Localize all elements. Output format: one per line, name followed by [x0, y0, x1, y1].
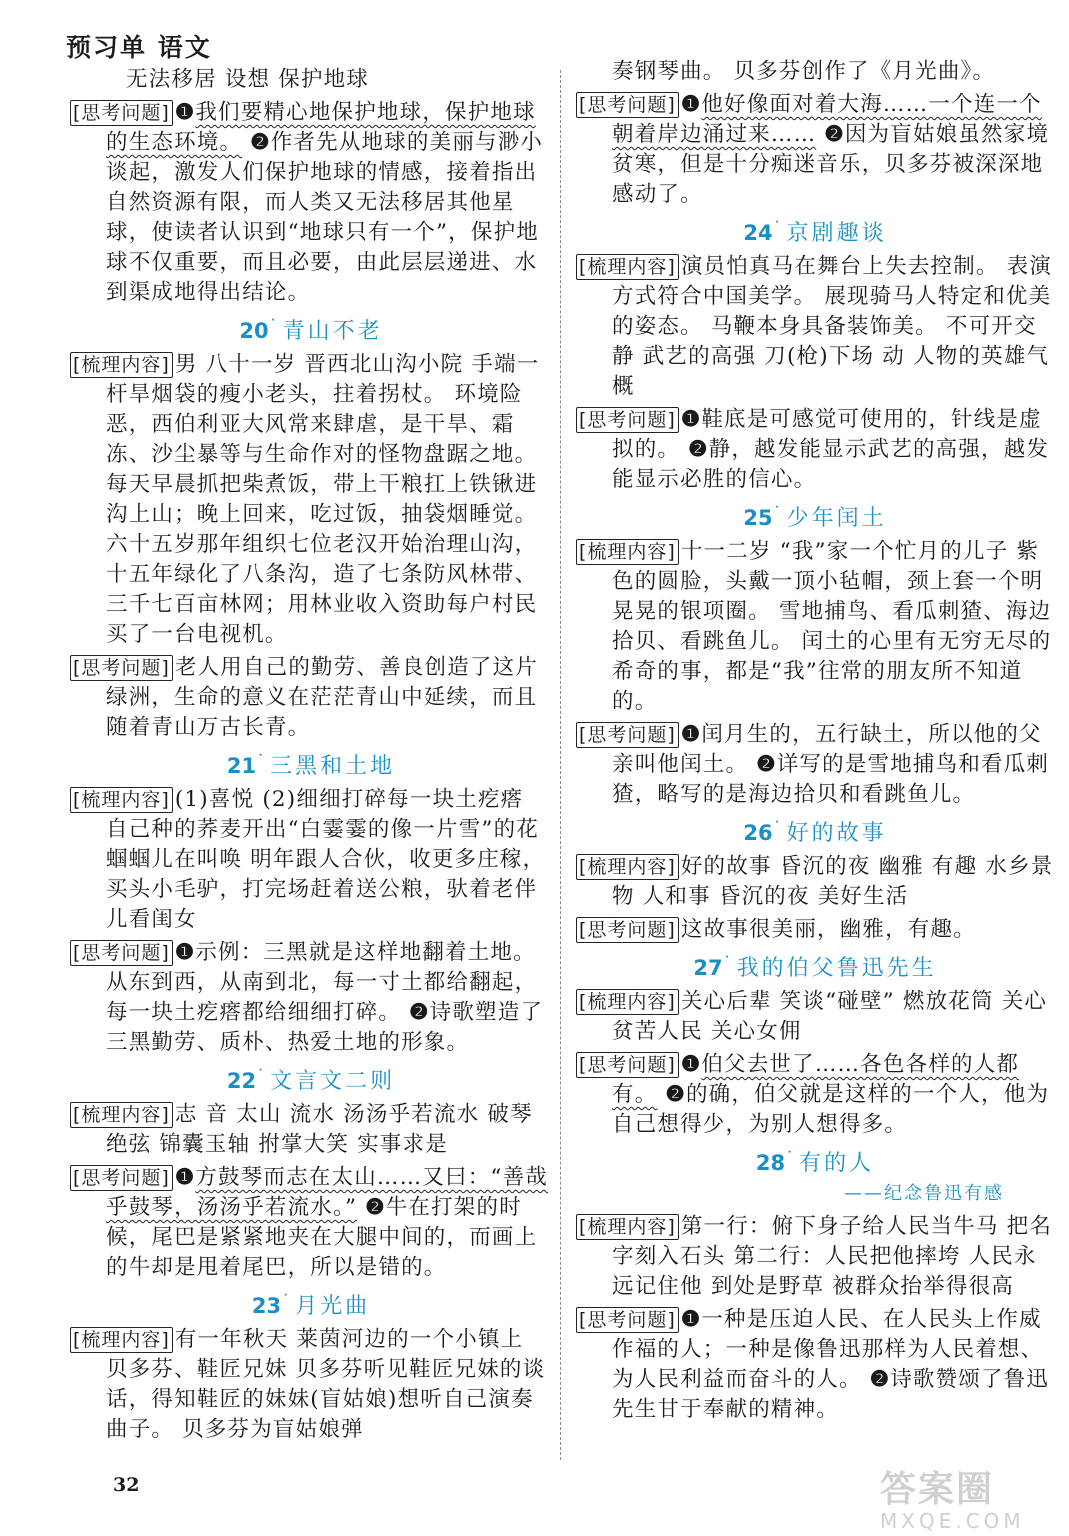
- s25-question: [576, 720, 1054, 810]
- question-label: [思考问题]: [576, 407, 679, 433]
- section-number: 21 ˙: [227, 754, 270, 778]
- circled-one: ❶: [174, 940, 196, 965]
- circled-one: ❶: [680, 1052, 702, 1077]
- s25-outline-text: 十一二岁 “我”家一个忙月的儿子 紫色的圆脸，头戴一顶小毡帽，颈上套一个明晃晃的银项圈。 雪地捕鸟、看瓜刺猹、海边拾贝、看跳鱼儿。 闰土的心里有无穷无尽的希奇的事，都是“我”往常的朋友所不知道的。: [612, 539, 1052, 714]
- section-title-27: [576, 948, 1054, 984]
- s28-q2: 诗歌赞颂了鲁迅先生甘于奉献的精神。: [612, 1367, 1050, 1422]
- s24-outline-text: 演员怕真马在舞台上失去控制。 表演方式符合中国美学。 展现骑马人特定和优美的姿态。 马鞭本身具备装饰美。 不可开交 静 武艺的高强 刀(枪)下场 动 人物的英雄气概: [612, 254, 1053, 399]
- page-number: 32: [113, 1474, 140, 1496]
- circled-one: ❶: [680, 92, 702, 117]
- s22-question: [70, 1163, 552, 1283]
- s28-q1: 一种是压迫人民、在人民头上作威作福的人；一种是像鲁迅那样为人民着想、为人民利益而奋斗的人。: [612, 1307, 1044, 1392]
- s25-outline: [576, 537, 1054, 717]
- outline-label: [梳理内容]: [70, 352, 173, 378]
- circled-two: ❷: [409, 1000, 430, 1025]
- s26-question: [576, 915, 1054, 945]
- s20-question-text: 老人用自己的勤劳、善良创造了这片绿洲，生命的意义在茫茫青山中延续，而且随着青山万古长青。: [106, 655, 539, 740]
- left-column: [70, 62, 552, 1448]
- section-name: 青山不老: [282, 319, 383, 344]
- s19-q1: 我们要精心地保护地球，保护地球的生态环境。: [106, 100, 536, 155]
- s20-outline-text: 男 八十一岁 晋西北山沟小院: [174, 352, 464, 377]
- section-name: 月光曲: [295, 1294, 371, 1319]
- section-name: 京剧趣谈: [786, 221, 887, 246]
- outline-label: [梳理内容]: [576, 539, 679, 565]
- s26-outline-text: 好的故事 昏沉的夜 幽雅 有趣 水乡景物 人和事 昏沉的夜 美好生活: [612, 854, 1054, 909]
- circled-two: ❷: [365, 1195, 386, 1220]
- question-label: [思考问题]: [576, 92, 679, 118]
- question-label: [思考问题]: [70, 655, 173, 681]
- s23-outline-cont: [576, 57, 1054, 87]
- s19-outline-text: 无法移居 设想 保护地球: [126, 67, 370, 92]
- circled-one: ❶: [680, 407, 702, 432]
- s24-q2: 静，越发能显示武艺的高强，越发能显示必胜的信心。: [612, 437, 1050, 492]
- section-number: 22 ˙: [227, 1069, 270, 1093]
- s23-q1: 他好像面对着大海……一个连一个朝着岸边涌过来……: [612, 92, 1042, 147]
- s26-question-text: 这故事很美丽，幽雅，有趣。: [680, 917, 976, 942]
- circled-two: ❷: [824, 122, 845, 147]
- section-title-22: [70, 1061, 552, 1097]
- watermark-line1: 答案圈: [880, 1469, 995, 1510]
- right-column: [576, 54, 1054, 1428]
- section-name: 好的故事: [786, 821, 887, 846]
- outline-label: [梳理内容]: [70, 1102, 173, 1128]
- s24-outline: [576, 252, 1054, 402]
- s21-question: [70, 938, 552, 1058]
- circled-two: ❷: [665, 1082, 686, 1107]
- section-title-23: [70, 1286, 552, 1322]
- outline-label: [梳理内容]: [576, 854, 679, 880]
- section-number: 27 ˙: [693, 956, 736, 980]
- circled-one: ❶: [174, 1165, 196, 1190]
- question-label: [思考问题]: [576, 722, 679, 748]
- s19-question: [70, 98, 552, 308]
- s27-outline-text: 关心后辈 笑谈“碰壁” 燃放花筒 关心贫苦人民 关心女佣: [612, 989, 1048, 1044]
- question-label: [思考问题]: [70, 1165, 173, 1191]
- circled-one: ❶: [680, 1307, 702, 1332]
- circled-one: ❶: [680, 722, 702, 747]
- circled-two: ❷: [869, 1367, 891, 1392]
- s21-outline: [70, 785, 552, 935]
- column-divider: [560, 70, 561, 1460]
- outline-label: [梳理内容]: [576, 254, 679, 280]
- section-number: 28 ˙: [756, 1151, 799, 1175]
- section-title-26: [576, 813, 1054, 849]
- s20-question: [70, 653, 552, 743]
- s27-q1: 伯父去世了……各色各样的人都有。: [612, 1052, 1020, 1107]
- section-name: 有的人: [799, 1151, 875, 1176]
- section-title-28: [576, 1143, 1054, 1179]
- s22-q1: 方鼓琴而志在太山……又曰：“善哉乎鼓琴，汤汤乎若流水。”: [106, 1165, 549, 1220]
- s22-q2: 牛在打架的时候，尾巴是紧紧地夹在大腿中间的，而画上的牛却是甩着尾巴，所以是错的。: [106, 1195, 538, 1280]
- section-name: 文言文二则: [270, 1069, 396, 1094]
- s19-outline-cont: [70, 65, 552, 95]
- question-label: [思考问题]: [576, 1307, 679, 1333]
- section-name: 我的伯父鲁迅先生: [736, 956, 937, 981]
- s28-question: [576, 1305, 1054, 1425]
- watermark-logo: [880, 1469, 1050, 1533]
- section-title-24: [576, 213, 1054, 249]
- section-subtitle-28: ——纪念鲁迅有感: [844, 1183, 1004, 1204]
- circled-two: ❷: [756, 752, 777, 777]
- outline-label: [梳理内容]: [576, 989, 679, 1015]
- section-number: 23 ˙: [252, 1294, 295, 1318]
- s25-q1: 闰月生的，五行缺土，所以他的父亲叫他闰土。: [612, 722, 1042, 777]
- s23-outline-cont-text: 奏钢琴曲。 贝多芬创作了《月光曲》。: [612, 59, 996, 84]
- section-title-21: [70, 746, 552, 782]
- s28-outline: [576, 1212, 1054, 1302]
- outline-label: [梳理内容]: [576, 1214, 679, 1240]
- watermark-line2: MXQE.COM: [880, 1509, 1025, 1533]
- section-title-25: [576, 498, 1054, 534]
- s23-q2: 因为盲姑娘虽然家境贫寒，但是十分痴迷音乐，贝多芬被深深地感动了。: [612, 122, 1050, 207]
- question-label: [思考问题]: [576, 917, 679, 943]
- question-label: [思考问题]: [70, 100, 173, 126]
- section-number: 25 ˙: [743, 506, 786, 530]
- s23-outline: [70, 1325, 552, 1445]
- s21-outline-text: (1)喜悦 (2)细细打碎每一块土疙瘩 自己种的荞麦开出“白霎霎的像一片雪”的花 蝈蝈儿在叫唤 明年跟人合伙，收更多庄稼，买头小毛驴，打完场赶着送公粮，驮着老伴儿看闺女: [106, 787, 546, 932]
- question-label: [思考问题]: [70, 940, 173, 966]
- s24-question: [576, 405, 1054, 495]
- s21-q1: 示例：三黑就是这样地翻着土地。从东到西，从南到北，每一寸土都给翻起，每一块土疙瘩都给细细打碎。: [106, 940, 538, 1025]
- outline-label: [梳理内容]: [70, 1327, 173, 1353]
- s27-outline: [576, 987, 1054, 1047]
- s26-outline: [576, 852, 1054, 912]
- circled-one: ❶: [174, 100, 196, 125]
- circled-two: ❷: [688, 437, 709, 462]
- section-number: 24 ˙: [743, 221, 786, 245]
- s23-question: [576, 90, 1054, 210]
- s20-outline-cont: 手端一杆旱烟袋的瘦小老头，拄着拐杖。 环境险恶，西伯利亚大风常来肆虐，是干旱、霜冻、沙尘暴等与生命作对的怪物盘踞之地。 每天早晨抓把柴煮饭，带上干粮扛上铁锹进沟上山；晚上回来，吃过饭，抽袋烟睡觉。 六十五岁那年组织七位老汉开始治理山沟，十五年绿化了八条沟，造了七条防风林带、三千七百亩林网；用林业收入资助每户村民买了一台电视机。: [106, 352, 540, 647]
- s28-outline-text: 第一行：俯下身子给人民当牛马 把名字刻入石头 第二行：人民把他摔垮 人民永远记住他 到处是野草 被群众抬举得很高: [612, 1214, 1053, 1299]
- section-number: 26 ˙: [743, 821, 786, 845]
- s25-q2: 详写的是雪地捕鸟和看瓜刺猹，略写的是海边拾贝和看跳鱼儿。: [612, 752, 1050, 807]
- s22-outline: [70, 1100, 552, 1160]
- question-label: [思考问题]: [576, 1052, 679, 1078]
- s24-q1: 鞋底是可感觉可使用的，针线是虚拟的。: [612, 407, 1042, 462]
- s21-q2: 诗歌塑造了三黑勤劳、质朴、热爱土地的形象。: [106, 1000, 544, 1055]
- page-header: 预习单 语文: [66, 33, 212, 62]
- s23-outline-text: 有一年秋天 莱茵河边的一个小镇上 贝多芬、鞋匠兄妹 贝多芬听见鞋匠兄妹的谈话，得知鞋匠的妹妹(盲姑娘)想听自己演奏曲子。 贝多芬为盲姑娘弹: [106, 1327, 546, 1442]
- section-number: 20 ˙: [239, 319, 282, 343]
- s27-q2: 的确，伯父就是这样的一个人，他为自己想得少，为别人想得多。: [612, 1082, 1050, 1137]
- section-title-20: [70, 311, 552, 347]
- s19-q2: 作者先从地球的美丽与渺小谈起，激发人们保护地球的情感，接着指出自然资源有限，而人类又无法移居其他星球，使读者认识到“地球只有一个”，保护地球不仅重要，而且必要，由此层层递进、水到渠成地得出结论。: [106, 130, 544, 305]
- section-name: 少年闰土: [786, 506, 887, 531]
- s20-outline: [70, 350, 552, 650]
- circled-two: ❷: [250, 130, 271, 155]
- outline-label: [梳理内容]: [70, 787, 173, 813]
- s22-outline-text: 志 音 太山 流水 汤汤乎若流水 破琴绝弦 锦囊玉轴 拊掌大笑 实事求是: [106, 1102, 533, 1157]
- section-name: 三黑和土地: [270, 754, 396, 779]
- s27-question: [576, 1050, 1054, 1140]
